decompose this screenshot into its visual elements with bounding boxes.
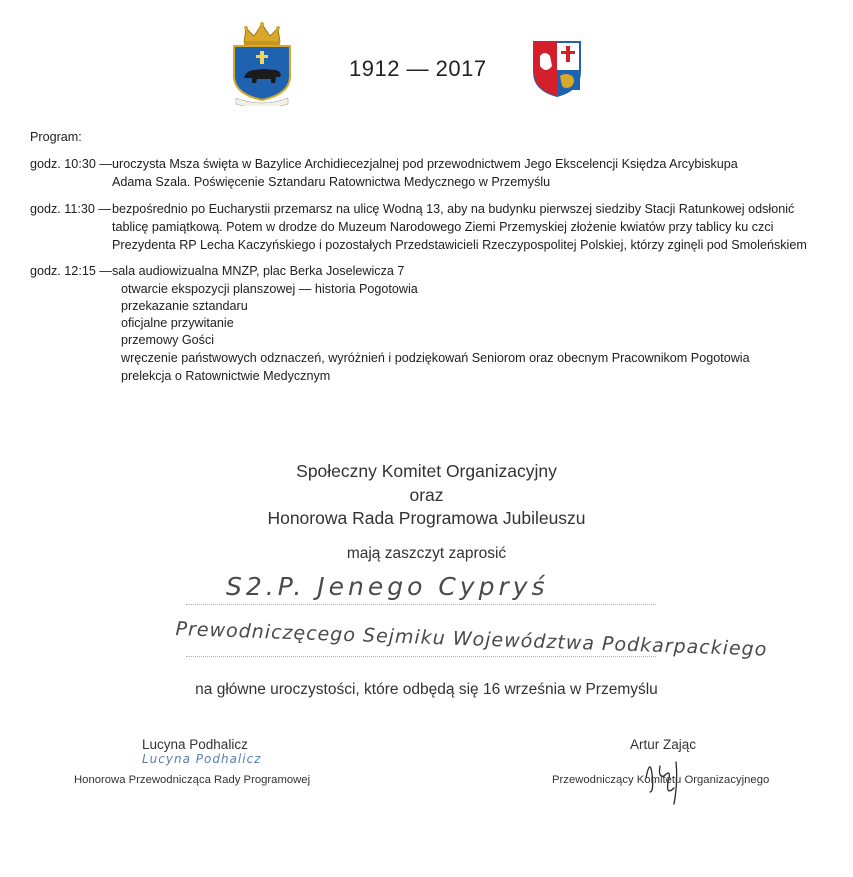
program-subitem: przemowy Gości [121, 333, 215, 347]
program-item-1-line-2: Adama Szala. Poświęcenie Sztandaru Ratownictwa Medycznego w Przemyślu [112, 175, 551, 189]
program-subitem: otwarcie ekspozycji planszowej — historia Pogotowia [121, 282, 418, 296]
right-signatory-role: Przewodniczący Komitetu Organizacyjnego [552, 774, 770, 786]
program-heading: Program: [30, 130, 82, 144]
right-signatory-name: Artur Zając [630, 737, 697, 752]
event-details: na główne uroczystości, które odbędą się 16 września w Przemyślu [195, 681, 658, 698]
guest-name-line [186, 604, 656, 605]
program-time-3: godz. 12:15 — [30, 264, 112, 278]
program-item-2-line-2: tablicę pamiątkową. Potem w drodze do Muzeum Narodowego Ziemi Przemyskiej złożenie kwiatów przy tablicy ku czci [112, 220, 774, 234]
program-time-1: godz. 10:30 — [30, 157, 112, 171]
program-item-2-line-3: Prezydenta RP Lecha Kaczyńskiego i pozostałych Przedstawicieli Rzeczypospolitej Polskiej, którzy zginęli pod Smoleńskiem [112, 238, 807, 252]
program-subitem: prelekcja o Ratownictwie Medycznym [121, 369, 331, 383]
invite-phrase: mają zaszczyt zaprosić [346, 545, 507, 562]
anniversary-year-range: 1912 — 2017 [349, 56, 487, 81]
program-item-3-line-1: sala audiowizualna MNZP, plac Berka Joselewicza 7 [112, 264, 405, 278]
organizing-committee-name: Społeczny Komitet Organizacyjny [296, 461, 557, 481]
program-council-name: Honorowa Rada Programowa Jubileuszu [267, 508, 586, 528]
handwritten-guest-title: Prewodniczęcego Sejmiku Województwa Podkarpackiego [175, 618, 768, 661]
handwritten-guest-name: S2.P. Jenego Cypryś [226, 572, 549, 601]
program-time-2: godz. 11:30 — [30, 202, 111, 216]
left-handwritten-signature: Lucyna Podhalicz [142, 752, 262, 766]
left-signatory-name: Lucyna Podhalicz [142, 737, 248, 752]
left-signatory-role: Honorowa Przewodnicząca Rady Programowej [74, 774, 311, 786]
program-subitem: wręczenie państwowych odznaczeń, wyróżnień i podziękowań Seniorom oraz obecnym Pracownikom Pogotowia [121, 351, 750, 365]
przemysl-coat-of-arms-icon [230, 20, 294, 106]
guest-title-line [186, 656, 656, 657]
program-item-2-line-1: bezpośrednio po Eucharystii przemarsz na ulicę Wodną 13, aby na budynku pierwszej siedziby Stacji Ratunkowej odsłonić [112, 202, 795, 216]
conjunction-text: oraz [409, 485, 444, 505]
podkarpackie-coat-of-arms-icon [532, 40, 582, 98]
program-item-1-line-1: uroczysta Msza święta w Bazylice Archidiecezjalnej pod przewodnictwem Jego Ekscelencji Księdza Arcybiskupa [112, 157, 738, 171]
program-subitem: przekazanie sztandaru [121, 299, 248, 313]
program-subitem: oficjalne przywitanie [121, 316, 234, 330]
